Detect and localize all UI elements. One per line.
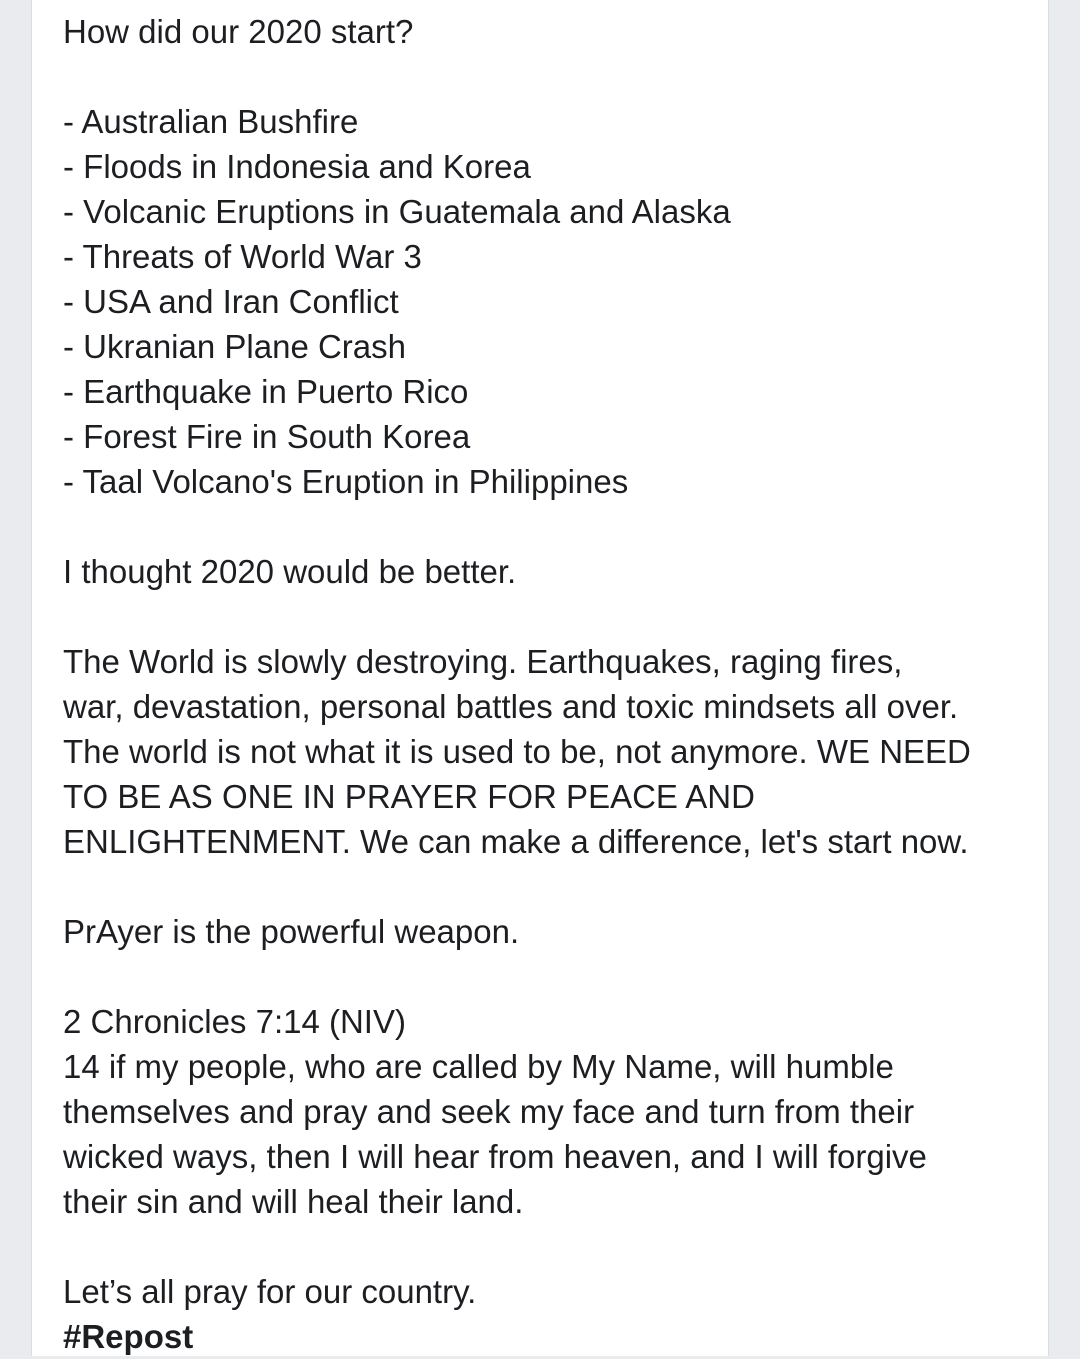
spacer <box>63 954 1033 999</box>
verse-line: their sin and will heal their land. <box>63 1183 524 1220</box>
verse-line: wicked ways, then I will hear from heaven, and I will forgive <box>63 1138 927 1175</box>
prayer-line: PrAyer is the powerful weapon. <box>63 913 520 950</box>
event-item: - Volcanic Eruptions in Guatemala and Alaska <box>63 193 731 230</box>
post-body <box>63 9 1033 1359</box>
spacer <box>63 1224 1033 1269</box>
repost-hashtag-link[interactable]: #Repost <box>63 1318 194 1355</box>
post-intro: How did our 2020 start? <box>63 13 414 50</box>
post-card <box>31 0 1049 1356</box>
post-thought: I thought 2020 would be better. <box>63 553 517 590</box>
spacer <box>63 504 1033 549</box>
paragraph-line: The world is not what it is used to be, not anymore. WE NEED <box>63 733 971 770</box>
event-item: - Australian Bushfire <box>63 103 359 140</box>
event-item: - Earthquake in Puerto Rico <box>63 373 469 410</box>
event-item: - Threats of World War 3 <box>63 238 422 275</box>
event-item: - Forest Fire in South Korea <box>63 418 471 455</box>
paragraph-line: ENLIGHTENMENT. We can make a difference, let's start now. <box>63 823 969 860</box>
verse-reference: 2 Chronicles 7:14 (NIV) <box>63 1003 406 1040</box>
event-item: - Ukranian Plane Crash <box>63 328 406 365</box>
paragraph-line: The World is slowly destroying. Earthquakes, raging fires, <box>63 643 903 680</box>
spacer <box>63 594 1033 639</box>
verse-line: themselves and pray and seek my face and turn from their <box>63 1093 915 1130</box>
event-item: - Floods in Indonesia and Korea <box>63 148 531 185</box>
closing-line: Let’s all pray for our country. <box>63 1273 477 1310</box>
spacer <box>63 54 1033 99</box>
verse-line: 14 if my people, who are called by My Name, will humble <box>63 1048 894 1085</box>
event-item: - Taal Volcano's Eruption in Philippines <box>63 463 629 500</box>
paragraph-line: TO BE AS ONE IN PRAYER FOR PEACE AND <box>63 778 755 815</box>
paragraph-line: war, devastation, personal battles and toxic mindsets all over. <box>63 688 959 725</box>
event-item: - USA and Iran Conflict <box>63 283 399 320</box>
spacer <box>63 864 1033 909</box>
